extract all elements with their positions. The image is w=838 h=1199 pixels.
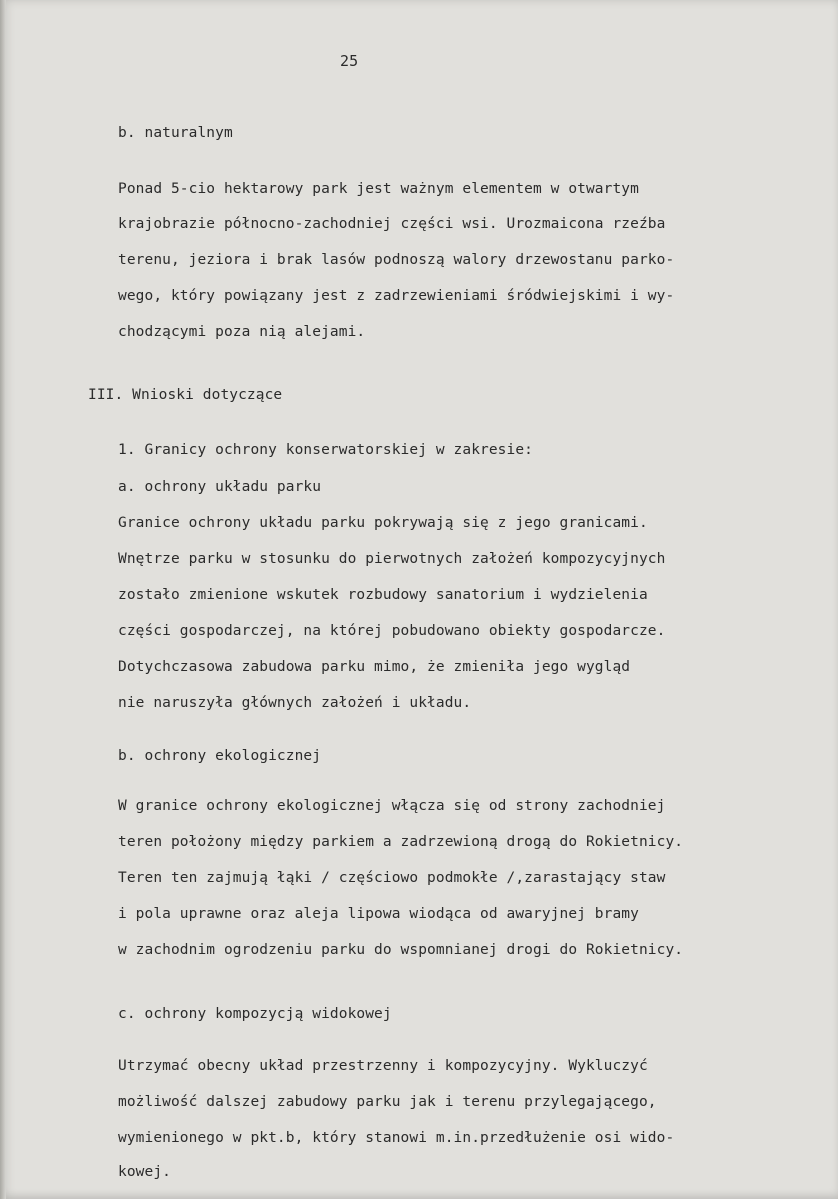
text-line: Utrzymać obecny układ przestrzenny i kompozycyjny. Wykluczyć (118, 1058, 648, 1074)
subheading-b: b. ochrony ekologicznej (118, 748, 322, 764)
text-line: i pola uprawne oraz aleja lipowa wiodąca od awaryjnej bramy (118, 906, 639, 922)
subheading-a: a. ochrony układu parku (118, 479, 322, 495)
text-line: wego, który powiązany jest z zadrzewieniami śródwiejskimi i wy- (118, 288, 675, 304)
text-line: Granice ochrony układu parku pokrywają się z jego granicami. (118, 515, 648, 531)
text-line: teren położony między parkiem a zadrzewioną drogą do Rokietnicy. (118, 834, 684, 850)
chapter-heading-iii: III. Wnioski dotyczące (88, 387, 283, 403)
text-line: Dotychczasowa zabudowa parku mimo, że zmieniła jego wygląd (118, 659, 631, 675)
text-line: chodzącymi poza nią alejami. (118, 324, 366, 340)
page-number: 25 (340, 52, 359, 70)
text-line: Teren ten zajmują łąki / częściowo podmokłe /,zarastający staw (118, 870, 666, 886)
section-heading-b-natural: b. naturalnym (118, 125, 233, 141)
text-line: Ponad 5-cio hektarowy park jest ważnym elementem w otwartym (118, 181, 639, 197)
text-line: terenu, jeziora i brak lasów podnoszą walory drzewostanu parko- (118, 252, 675, 268)
text-line: nie naruszyła głównych założeń i układu. (118, 695, 472, 711)
text-line: możliwość dalszej zabudowy parku jak i terenu przylegającego, (118, 1094, 657, 1110)
text-line: kowej. (118, 1164, 171, 1180)
text-line: W granice ochrony ekologicznej włącza się od strony zachodniej (118, 798, 666, 814)
text-line: w zachodnim ogrodzeniu parku do wspomnianej drogi do Rokietnicy. (118, 942, 684, 958)
subheading-c: c. ochrony kompozycją widokowej (118, 1006, 392, 1022)
text-line: zostało zmienione wskutek rozbudowy sanatorium i wydzielenia (118, 587, 648, 603)
text-line: wymienionego w pkt.b, który stanowi m.in.przedłużenie osi wido- (118, 1130, 675, 1146)
page-edge-shadow (0, 0, 6, 1199)
text-line: Wnętrze parku w stosunku do pierwotnych założeń kompozycyjnych (118, 551, 666, 567)
text-line: części gospodarczej, na której pobudowano obiekty gospodarcze. (118, 623, 666, 639)
subheading-1: 1. Granicy ochrony konserwatorskiej w zakresie: (118, 442, 533, 458)
text-line: krajobrazie północno-zachodniej części wsi. Urozmaicona rzeźba (118, 216, 666, 232)
